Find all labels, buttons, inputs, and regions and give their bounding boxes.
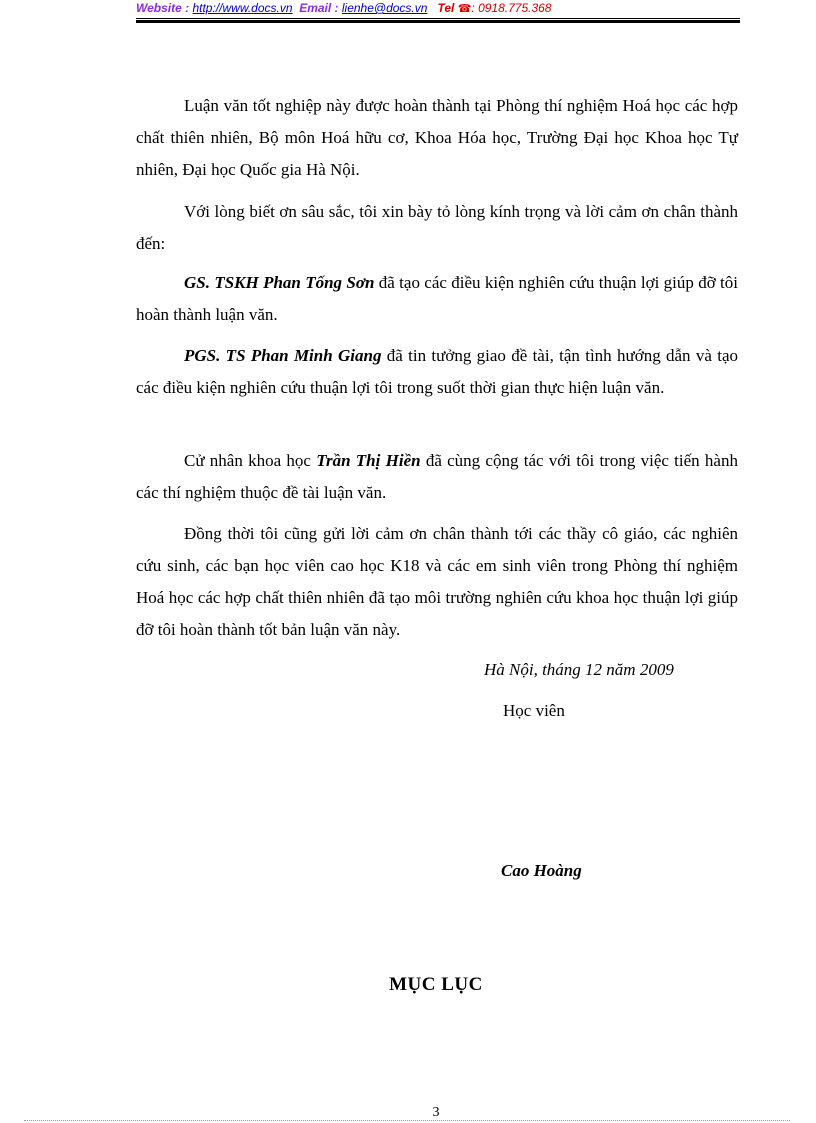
paragraph-4 (136, 340, 738, 404)
paragraph-2: Với lòng biết ơn sâu sắc, tôi xin bày tỏ lòng kính trọng và lời cảm ơn chân thành đến: (136, 202, 738, 253)
website-link[interactable]: http://www.docs.vn (192, 1, 293, 15)
email-link[interactable]: lienhe@docs.vn (341, 1, 428, 15)
footer-rule (24, 1120, 790, 1121)
toc-heading: MỤC LỤC (389, 974, 483, 995)
signature-date: Hà Nội, tháng 12 năm 2009 (484, 660, 674, 679)
paragraph-5-text: đã cùng cộng tác với tôi trong việc tiến hành các thí nghiệm thuộc đề tài luận văn. (136, 451, 738, 502)
phone-icon: ☎ (457, 3, 472, 15)
website-label: Website : (136, 1, 193, 15)
signature-name: Cao Hoàng (501, 861, 582, 880)
header-rule-thick (136, 20, 740, 23)
paragraph-5-prefix: Cử nhân khoa học (184, 451, 317, 470)
email-label: Email : (299, 1, 342, 15)
header-rule-thin (136, 18, 740, 19)
paragraph-3 (136, 267, 738, 331)
paragraph-4-text: đã tin tưởng giao đề tài, tận tình hướng dẫn và tạo các điều kiện nghiên cứu thuận lợi tôi trong suốt thời gian thực hiện luận văn. (136, 346, 738, 397)
signature-role: Học viên (503, 701, 565, 720)
advisor-name-2: PGS. TS Phan Minh Giang (184, 346, 382, 365)
paragraph-6: Đồng thời tôi cũng gửi lời cảm ơn chân thành tới các thầy cô giáo, các nghiên cứu sinh, các bạn học viên cao học K18 và các em sinh viên trong Phòng thí nghiệm Hoá học các hợp chất thiên nhiên đã tạo môi trường nghiên cứu khoa học thuận lợi giúp đỡ tôi hoàn thành tốt bản luận văn này. (136, 524, 738, 639)
page-number: 3 (432, 1105, 440, 1120)
paragraph-1: Luận văn tốt nghiệp này được hoàn thành tại Phòng thí nghiệm Hoá học các hợp chất thiên nhiên, Bộ môn Hoá hữu cơ, Khoa Hóa học, Trường Đại học Khoa học Tự nhiên, Đại học Quốc gia Hà Nội. (136, 96, 738, 179)
advisor-name-1: GS. TSKH Phan Tống Sơn (184, 273, 375, 292)
colleague-name: Trần Thị Hiền (316, 451, 421, 470)
paragraph-3-text: đã tạo các điều kiện nghiên cứu thuận lợi giúp đỡ tôi hoàn thành luận văn. (136, 273, 738, 324)
tel-value: : 0918.775.368 (471, 1, 552, 15)
paragraph-5 (136, 445, 738, 509)
tel-label: Tel (437, 1, 458, 15)
